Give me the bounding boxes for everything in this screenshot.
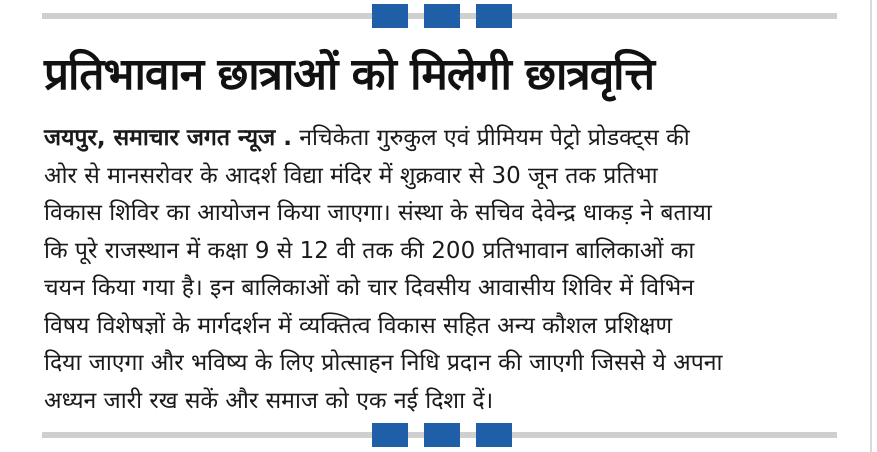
body-line-6: विषय विशेषज्ञों के मार्गदर्शन में व्यक्तित्व विकास सहित अन्य कौशल प्रशिक्षण [44, 312, 673, 339]
decor-square [424, 423, 460, 447]
article-body [44, 120, 844, 420]
decor-square [476, 423, 512, 447]
body-text: नचिकेता गुरुकुल एवं प्रीमियम पेट्रो प्रोडक्ट्स की [299, 125, 690, 151]
decor-square [372, 4, 408, 28]
decor-square [372, 423, 408, 447]
body-line-7: दिया जाएगा और भविष्य के लिए प्रोत्साहन निधि प्रदान की जाएगी जिससे ये अपना [44, 350, 723, 376]
body-line-2: ओर से मानसरोवर के आदर्श विद्या मंदिर में शुक्रवार से 30 जून तक प्रतिभा [44, 162, 658, 189]
body-line-3: विकास शिविर का आयोजन किया जाएगा। संस्था के सचिव देवेन्द्र धाकड़ ने बताया [44, 200, 712, 226]
body-line-8: अध्यन जारी रख सकें और समाज को एक नई दिशा दें। [44, 387, 494, 414]
body-line-5: चयन किया गया है। इन बालिकाओं को चार दिवसीय आवासीय शिविर में विभिन [44, 275, 694, 301]
body-line-1 [44, 120, 844, 158]
decor-square [424, 4, 460, 28]
page-edge [870, 0, 872, 452]
decor-square [476, 4, 512, 28]
body-line-4: कि पूरे राजस्थान में कक्षा 9 से 12 वी तक की 200 प्रतिभावान बालिकाओं का [44, 237, 695, 264]
bottom-decoration [372, 423, 512, 447]
top-decoration [372, 4, 512, 28]
headline: प्रतिभावान छात्राओं को मिलेगी छात्रवृत्ति [44, 49, 654, 100]
dateline: जयपुर, समाचार जगत न्यूज . [44, 125, 292, 151]
